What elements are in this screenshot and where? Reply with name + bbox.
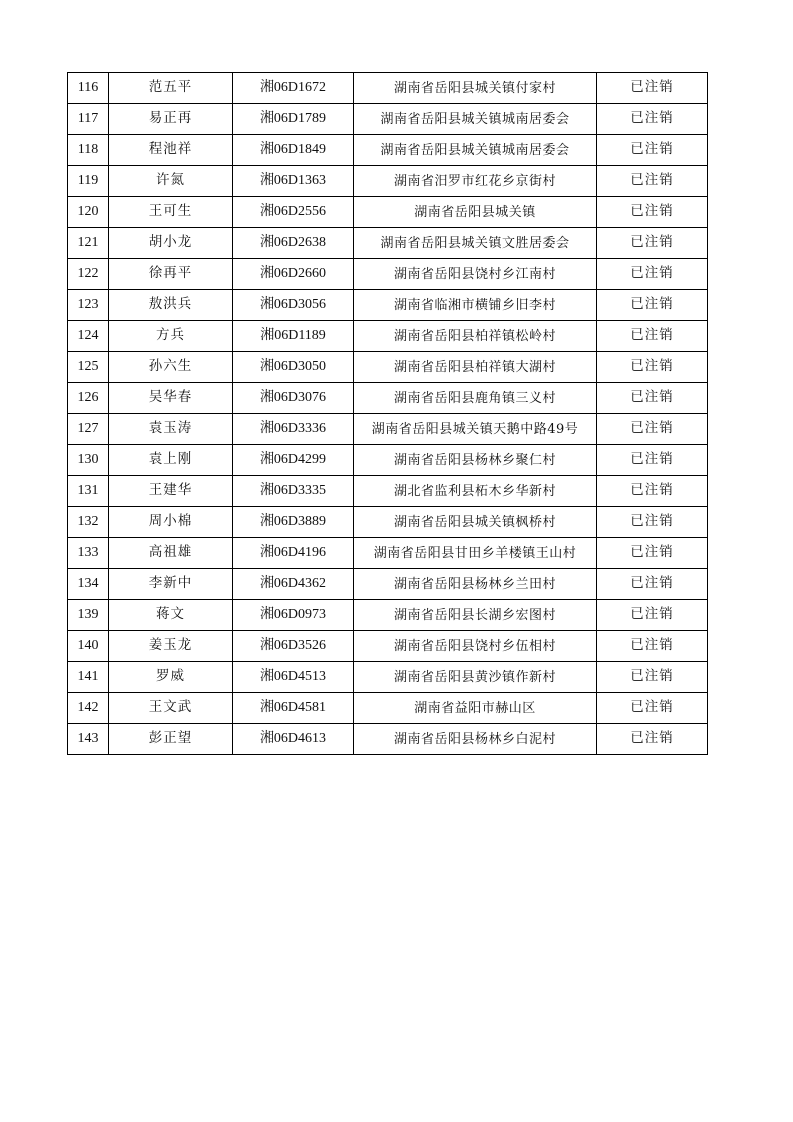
plate-number-cell: 湘06D2556	[233, 197, 354, 228]
registration-status-cell: 已注销	[597, 290, 708, 321]
registration-status-cell: 已注销	[597, 104, 708, 135]
owner-address-cell: 湖南省岳阳县柏祥镇松岭村	[354, 321, 597, 352]
owner-address-cell: 湖南省岳阳县城关镇枫桥村	[354, 507, 597, 538]
table-row	[68, 166, 708, 197]
table-row	[68, 197, 708, 228]
row-number-cell: 140	[68, 631, 109, 662]
vehicle-registry-table	[67, 72, 708, 755]
registration-status-cell: 已注销	[597, 352, 708, 383]
plate-number-cell: 湘06D3336	[233, 414, 354, 445]
table-row	[68, 445, 708, 476]
owner-address-cell: 湖南省益阳市赫山区	[354, 693, 597, 724]
table-row	[68, 662, 708, 693]
registration-status-cell: 已注销	[597, 724, 708, 755]
plate-number-cell: 湘06D4613	[233, 724, 354, 755]
owner-address-cell: 湖南省岳阳县甘田乡羊楼镇王山村	[354, 538, 597, 569]
owner-name-cell: 李新中	[109, 569, 233, 600]
owner-name-cell: 程池祥	[109, 135, 233, 166]
owner-name-cell: 彭正望	[109, 724, 233, 755]
row-number-cell: 119	[68, 166, 109, 197]
row-number-cell: 122	[68, 259, 109, 290]
plate-number-cell: 湘06D4513	[233, 662, 354, 693]
table-row	[68, 228, 708, 259]
row-number-cell: 125	[68, 352, 109, 383]
plate-number-cell: 湘06D1363	[233, 166, 354, 197]
plate-number-cell: 湘06D4299	[233, 445, 354, 476]
owner-name-cell: 王可生	[109, 197, 233, 228]
plate-number-cell: 湘06D4581	[233, 693, 354, 724]
owner-address-cell: 湖南省岳阳县城关镇	[354, 197, 597, 228]
registration-status-cell: 已注销	[597, 600, 708, 631]
owner-address-cell: 湖南省岳阳县城关镇城南居委会	[354, 135, 597, 166]
plate-number-cell: 湘06D3076	[233, 383, 354, 414]
row-number-cell: 120	[68, 197, 109, 228]
table-row	[68, 693, 708, 724]
registration-status-cell: 已注销	[597, 73, 708, 104]
registration-status-cell: 已注销	[597, 662, 708, 693]
plate-number-cell: 湘06D0973	[233, 600, 354, 631]
row-number-cell: 131	[68, 476, 109, 507]
row-number-cell: 118	[68, 135, 109, 166]
owner-address-cell: 湖南省岳阳县黄沙镇作新村	[354, 662, 597, 693]
owner-address-cell: 湖南省临湘市横铺乡旧李村	[354, 290, 597, 321]
owner-address-cell: 湖南省岳阳县城关镇城南居委会	[354, 104, 597, 135]
table-row	[68, 104, 708, 135]
table-row	[68, 73, 708, 104]
owner-name-cell: 范五平	[109, 73, 233, 104]
row-number-cell: 142	[68, 693, 109, 724]
owner-address-cell: 湖南省汨罗市红花乡京街村	[354, 166, 597, 197]
owner-address-cell: 湖南省岳阳县杨林乡聚仁村	[354, 445, 597, 476]
plate-number-cell: 湘06D2638	[233, 228, 354, 259]
registration-status-cell: 已注销	[597, 631, 708, 662]
table-row	[68, 569, 708, 600]
owner-address-cell: 湖南省岳阳县城关镇天鹅中路49号	[354, 414, 597, 445]
row-number-cell: 132	[68, 507, 109, 538]
table-row	[68, 135, 708, 166]
table-row	[68, 631, 708, 662]
owner-name-cell: 周小棉	[109, 507, 233, 538]
row-number-cell: 127	[68, 414, 109, 445]
table-row	[68, 476, 708, 507]
owner-name-cell: 袁上刚	[109, 445, 233, 476]
plate-number-cell: 湘06D4196	[233, 538, 354, 569]
registration-status-cell: 已注销	[597, 383, 708, 414]
registration-status-cell: 已注销	[597, 228, 708, 259]
plate-number-cell: 湘06D4362	[233, 569, 354, 600]
registration-status-cell: 已注销	[597, 135, 708, 166]
owner-name-cell: 吴华春	[109, 383, 233, 414]
owner-name-cell: 高祖雄	[109, 538, 233, 569]
owner-address-cell: 湖南省岳阳县杨林乡兰田村	[354, 569, 597, 600]
row-number-cell: 116	[68, 73, 109, 104]
row-number-cell: 123	[68, 290, 109, 321]
registration-status-cell: 已注销	[597, 569, 708, 600]
plate-number-cell: 湘06D1672	[233, 73, 354, 104]
row-number-cell: 134	[68, 569, 109, 600]
table-row	[68, 259, 708, 290]
row-number-cell: 124	[68, 321, 109, 352]
owner-name-cell: 许氮	[109, 166, 233, 197]
owner-name-cell: 蒋文	[109, 600, 233, 631]
owner-address-cell: 湖南省岳阳县城关镇文胜居委会	[354, 228, 597, 259]
plate-number-cell: 湘06D1849	[233, 135, 354, 166]
table-row	[68, 507, 708, 538]
owner-name-cell: 袁玉涛	[109, 414, 233, 445]
owner-name-cell: 孙六生	[109, 352, 233, 383]
owner-address-cell: 湖南省岳阳县城关镇付家村	[354, 73, 597, 104]
registration-status-cell: 已注销	[597, 693, 708, 724]
plate-number-cell: 湘06D3050	[233, 352, 354, 383]
owner-name-cell: 方兵	[109, 321, 233, 352]
owner-address-cell: 湖南省岳阳县饶村乡伍相村	[354, 631, 597, 662]
plate-number-cell: 湘06D3056	[233, 290, 354, 321]
row-number-cell: 130	[68, 445, 109, 476]
row-number-cell: 117	[68, 104, 109, 135]
registration-status-cell: 已注销	[597, 538, 708, 569]
registration-status-cell: 已注销	[597, 414, 708, 445]
table-row	[68, 383, 708, 414]
owner-name-cell: 敖洪兵	[109, 290, 233, 321]
registration-status-cell: 已注销	[597, 259, 708, 290]
owner-name-cell: 罗威	[109, 662, 233, 693]
owner-name-cell: 徐再平	[109, 259, 233, 290]
row-number-cell: 139	[68, 600, 109, 631]
plate-number-cell: 湘06D3335	[233, 476, 354, 507]
owner-address-cell: 湖南省岳阳县鹿角镇三义村	[354, 383, 597, 414]
table-row	[68, 321, 708, 352]
owner-address-cell: 湖北省监利县柘木乡华新村	[354, 476, 597, 507]
plate-number-cell: 湘06D2660	[233, 259, 354, 290]
owner-address-cell: 湖南省岳阳县柏祥镇大湖村	[354, 352, 597, 383]
plate-number-cell: 湘06D3889	[233, 507, 354, 538]
owner-name-cell: 易正再	[109, 104, 233, 135]
row-number-cell: 133	[68, 538, 109, 569]
table-row	[68, 724, 708, 755]
plate-number-cell: 湘06D3526	[233, 631, 354, 662]
row-number-cell: 126	[68, 383, 109, 414]
table-row	[68, 600, 708, 631]
table-row	[68, 290, 708, 321]
registration-status-cell: 已注销	[597, 507, 708, 538]
plate-number-cell: 湘06D1789	[233, 104, 354, 135]
table-row	[68, 414, 708, 445]
registration-status-cell: 已注销	[597, 321, 708, 352]
registration-status-cell: 已注销	[597, 445, 708, 476]
plate-number-cell: 湘06D1189	[233, 321, 354, 352]
owner-name-cell: 胡小龙	[109, 228, 233, 259]
owner-name-cell: 王建华	[109, 476, 233, 507]
owner-address-cell: 湖南省岳阳县杨林乡白泥村	[354, 724, 597, 755]
row-number-cell: 121	[68, 228, 109, 259]
row-number-cell: 143	[68, 724, 109, 755]
registration-status-cell: 已注销	[597, 476, 708, 507]
owner-name-cell: 姜玉龙	[109, 631, 233, 662]
table-body	[68, 73, 708, 755]
owner-address-cell: 湖南省岳阳县长湖乡宏图村	[354, 600, 597, 631]
table-row	[68, 352, 708, 383]
owner-address-cell: 湖南省岳阳县饶村乡江南村	[354, 259, 597, 290]
registration-status-cell: 已注销	[597, 197, 708, 228]
row-number-cell: 141	[68, 662, 109, 693]
table-row	[68, 538, 708, 569]
owner-name-cell: 王文武	[109, 693, 233, 724]
registration-status-cell: 已注销	[597, 166, 708, 197]
